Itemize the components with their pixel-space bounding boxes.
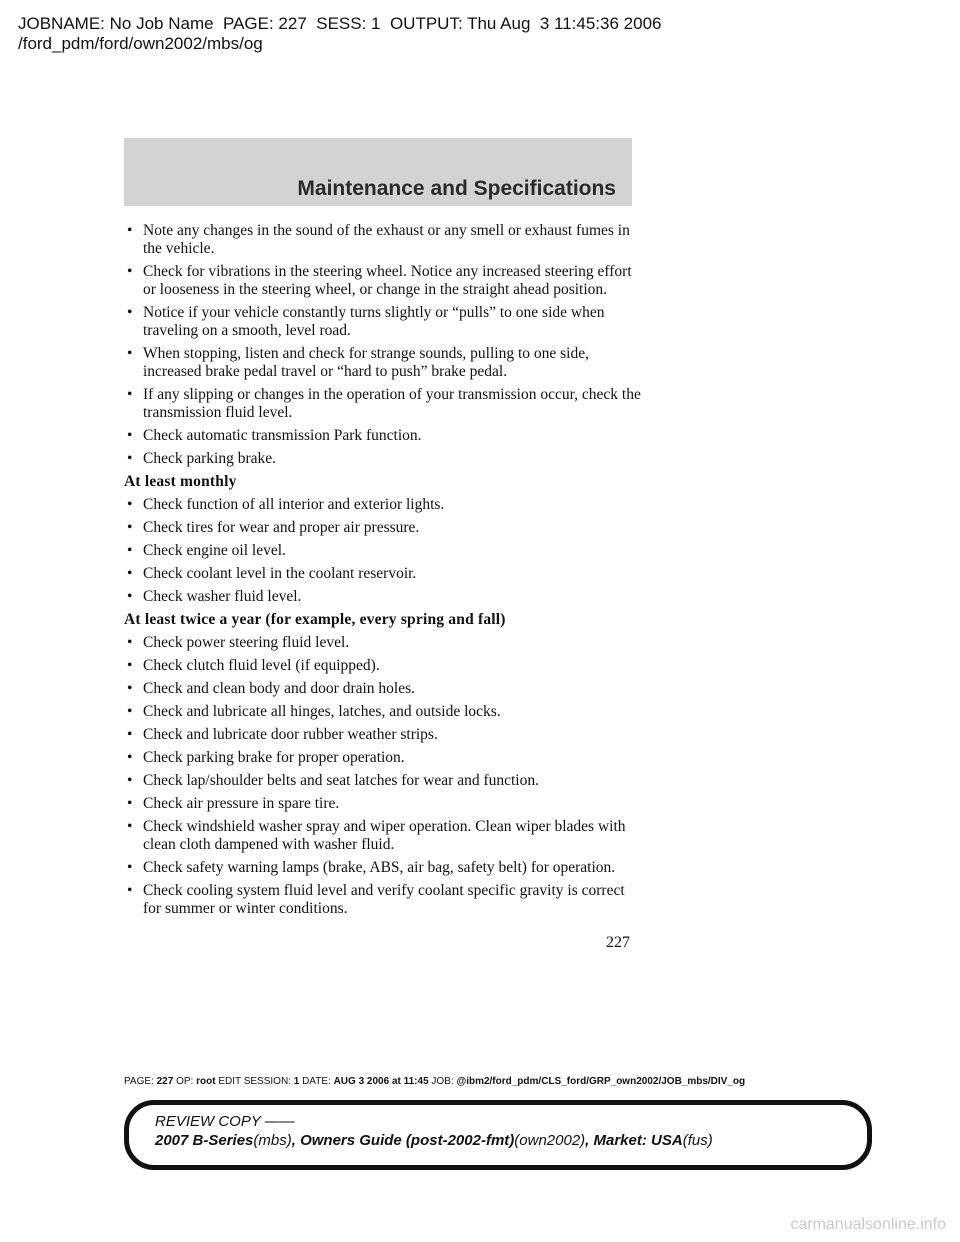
monthly-check-item bbox=[124, 565, 644, 583]
monthly-check-item bbox=[124, 588, 644, 606]
twice-yearly-check-item bbox=[124, 882, 644, 918]
bullet-icon: • bbox=[127, 263, 133, 280]
twice-yearly-check-item-text: Check and lubricate door rubber weather strips. bbox=[143, 726, 438, 743]
monthly-check-item-text: Check coolant level in the coolant reservoir. bbox=[143, 565, 417, 582]
twice-yearly-check-item-text: Check and clean body and door drain holes. bbox=[143, 680, 416, 697]
bullet-icon: • bbox=[127, 795, 133, 812]
bullet-icon: • bbox=[127, 657, 133, 674]
review-market-code: (fus) bbox=[682, 1132, 713, 1149]
bullet-icon: • bbox=[127, 818, 133, 835]
twice-yearly-check-item-text: Check cooling system fluid level and verify coolant specific gravity is correct for summer or winter conditions. bbox=[143, 882, 625, 917]
bullet-icon: • bbox=[127, 450, 133, 467]
review-guide-code: (own2002) bbox=[514, 1132, 586, 1149]
twice-yearly-check-item bbox=[124, 680, 644, 698]
heading-twice-a-year: At least twice a year (for example, every spring and fall) bbox=[124, 611, 506, 628]
general-check-item-text: Check automatic transmission Park function. bbox=[143, 427, 422, 444]
twice-yearly-check-item-text: Check air pressure in spare tire. bbox=[143, 795, 340, 812]
bullet-icon: • bbox=[127, 772, 133, 789]
twice-yearly-check-item bbox=[124, 859, 644, 877]
page-content bbox=[124, 222, 644, 923]
general-check-item bbox=[124, 304, 644, 340]
twice-yearly-check-item-text: Check lap/shoulder belts and seat latches for wear and function. bbox=[143, 772, 539, 789]
monthly-check-item bbox=[124, 496, 644, 514]
twice-yearly-check-item-text: Check windshield washer spray and wiper operation. Clean wiper blades with clean cloth dampened with washer fluid. bbox=[143, 818, 626, 853]
review-model: 2007 B-Series bbox=[155, 1132, 254, 1149]
general-check-item-text: Note any changes in the sound of the exhaust or any smell or exhaust fumes in the vehicle. bbox=[143, 222, 630, 257]
review-copy-details bbox=[155, 1132, 713, 1149]
twice-yearly-check-item bbox=[124, 634, 644, 652]
twice-yearly-check-item bbox=[124, 818, 644, 854]
job-header-line1: JOBNAME: No Job Name PAGE: 227 SESS: 1 OUTPUT: Thu Aug 3 11:45:36 2006 bbox=[18, 14, 662, 33]
twice-yearly-check-item bbox=[124, 795, 644, 813]
bullet-icon: • bbox=[127, 222, 133, 239]
twice-yearly-check-item-text: Check parking brake for proper operation. bbox=[143, 749, 405, 766]
general-check-item bbox=[124, 427, 644, 445]
monthly-check-item-text: Check function of all interior and exterior lights. bbox=[143, 496, 445, 513]
review-copy-label: REVIEW COPY —— bbox=[155, 1113, 295, 1130]
footer-page-label: PAGE: bbox=[124, 1076, 154, 1087]
bullet-list-twice-a-year bbox=[124, 634, 644, 918]
footer-page-value: 227 bbox=[156, 1076, 174, 1087]
general-check-item-text: Notice if your vehicle constantly turns slightly or “pulls” to one side when traveling on a smooth, level road. bbox=[143, 304, 605, 339]
general-check-item bbox=[124, 222, 644, 258]
bullet-list-monthly bbox=[124, 496, 644, 606]
general-check-item-text: Check for vibrations in the steering wheel. Notice any increased steering effort or looseness in the steering wheel, or change in the straight ahead position. bbox=[143, 263, 632, 298]
bullet-icon: • bbox=[127, 859, 133, 876]
footer-job-label: JOB: bbox=[431, 1076, 454, 1087]
monthly-check-item bbox=[124, 519, 644, 537]
general-check-item bbox=[124, 345, 644, 381]
footer-op-value: root bbox=[196, 1076, 216, 1087]
twice-yearly-check-item-text: Check and lubricate all hinges, latches, and outside locks. bbox=[143, 703, 501, 720]
review-model-code: (mbs) bbox=[253, 1132, 292, 1149]
bullet-icon: • bbox=[127, 542, 133, 559]
monthly-check-item bbox=[124, 542, 644, 560]
bullet-icon: • bbox=[127, 882, 133, 899]
twice-yearly-check-item bbox=[124, 703, 644, 721]
bullet-icon: • bbox=[127, 703, 133, 720]
bullet-icon: • bbox=[127, 565, 133, 582]
bullet-icon: • bbox=[127, 680, 133, 697]
review-market: USA bbox=[651, 1132, 683, 1149]
heading-monthly: At least monthly bbox=[124, 473, 237, 490]
footer-job-value: @ibm2/ford_pdm/CLS_ford/GRP_own2002/JOB_mbs/DIV_og bbox=[456, 1076, 746, 1087]
general-check-item-text: When stopping, listen and check for strange sounds, pulling to one side, increased brake pedal travel or “hard to push” brake pedal. bbox=[143, 345, 589, 380]
footer-date-label: DATE: bbox=[302, 1076, 331, 1087]
review-sep: , bbox=[291, 1132, 296, 1149]
bullet-icon: • bbox=[127, 304, 133, 321]
bullet-icon: • bbox=[127, 634, 133, 651]
monthly-check-item-text: Check tires for wear and proper air pressure. bbox=[143, 519, 420, 536]
review-market-label: , Market: bbox=[585, 1132, 647, 1149]
job-header-line2: /ford_pdm/ford/own2002/mbs/og bbox=[18, 34, 263, 53]
bullet-icon: • bbox=[127, 749, 133, 766]
bullet-icon: • bbox=[127, 726, 133, 743]
twice-yearly-check-item-text: Check power steering fluid level. bbox=[143, 634, 350, 651]
bullet-icon: • bbox=[127, 496, 133, 513]
general-check-item-text: If any slipping or changes in the operation of your transmission occur, check the transmission fluid level. bbox=[143, 386, 641, 421]
footer-job-info bbox=[124, 1076, 745, 1087]
review-guide: Owners Guide (post-2002-fmt) bbox=[300, 1132, 515, 1149]
twice-yearly-check-item-text: Check safety warning lamps (brake, ABS, air bag, safety belt) for operation. bbox=[143, 859, 616, 876]
section-title: Maintenance and Specifications bbox=[297, 177, 616, 200]
general-check-item bbox=[124, 263, 644, 299]
footer-date-value: AUG 3 2006 at 11:45 bbox=[333, 1076, 429, 1087]
footer-session-label: EDIT SESSION: bbox=[218, 1076, 291, 1087]
footer-session-value: 1 bbox=[293, 1076, 300, 1087]
general-check-item bbox=[124, 450, 644, 468]
monthly-check-item-text: Check washer fluid level. bbox=[143, 588, 302, 605]
bullet-icon: • bbox=[127, 386, 133, 403]
monthly-check-item-text: Check engine oil level. bbox=[143, 542, 286, 559]
bullet-list-general bbox=[124, 222, 644, 468]
bullet-icon: • bbox=[127, 345, 133, 362]
review-copy-box bbox=[124, 1100, 872, 1170]
section-header-band bbox=[124, 138, 632, 206]
site-watermark: carmanualsonline.info bbox=[790, 1216, 946, 1233]
bullet-icon: • bbox=[127, 519, 133, 536]
footer-op-label: OP: bbox=[176, 1076, 194, 1087]
general-check-item bbox=[124, 386, 644, 422]
twice-yearly-check-item-text: Check clutch fluid level (if equipped). bbox=[143, 657, 380, 674]
twice-yearly-check-item bbox=[124, 657, 644, 675]
job-header bbox=[18, 14, 662, 54]
page-number: 227 bbox=[606, 934, 630, 951]
general-check-item-text: Check parking brake. bbox=[143, 450, 276, 467]
bullet-icon: • bbox=[127, 588, 133, 605]
twice-yearly-check-item bbox=[124, 772, 644, 790]
twice-yearly-check-item bbox=[124, 726, 644, 744]
twice-yearly-check-item bbox=[124, 749, 644, 767]
bullet-icon: • bbox=[127, 427, 133, 444]
